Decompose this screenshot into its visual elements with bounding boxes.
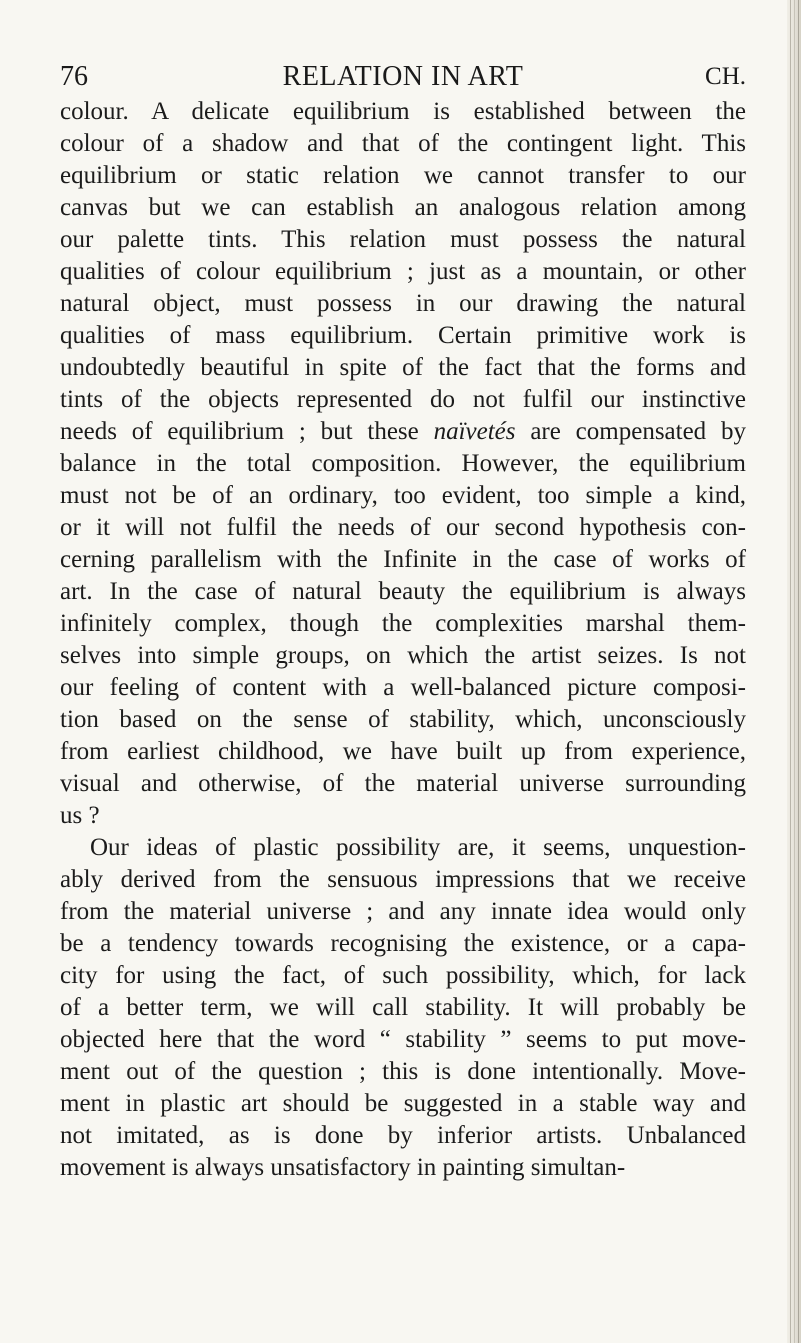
text-line: selves into simple groups, on which the artist seizes. Is not (60, 642, 746, 669)
text-line: tion based on the sense of stability, which, unconsciously (60, 706, 746, 733)
text-line: colour. A delicate equilibrium is established between the (60, 98, 746, 125)
text-line: qualities of mass equilibrium. Certain primitive work is (60, 322, 746, 349)
text-line: from the material universe ; and any innate idea would only (60, 898, 746, 925)
running-head (60, 58, 746, 96)
text-line: from earliest childhood, we have built up from experience, (60, 738, 746, 765)
text-line: or it will not fulfil the needs of our second hypothesis con- (60, 514, 746, 541)
text-line: balance in the total composition. However, the equilibrium (60, 450, 746, 477)
text-line: art. In the case of natural beauty the equilibrium is always (60, 578, 746, 605)
text-line: colour of a shadow and that of the contingent light. This (60, 130, 746, 157)
text-line: natural object, must possess in our drawing the natural (60, 290, 746, 317)
text-line: our feeling of content with a well-balanced picture composi- (60, 674, 746, 701)
chapter-abbreviation: CH. (705, 63, 746, 90)
running-title: RELATION IN ART (282, 61, 524, 92)
text-segment: are compensated by (515, 418, 747, 445)
text-line: Our ideas of plastic possibility are, it seems, unquestion- (90, 834, 746, 861)
text-line: cerning parallelism with the Infinite in the case of works of (60, 546, 746, 573)
text-segment: needs of equilibrium ; but these (60, 418, 434, 445)
page-number: 76 (60, 61, 88, 92)
text-line: ably derived from the sensuous impressions that we receive (60, 866, 746, 893)
text-line: movement is always unsatisfactory in painting simultan- (60, 1154, 626, 1181)
text-line: canvas but we can establish an analogous relation among (60, 194, 746, 221)
text-line: equilibrium or static relation we cannot transfer to our (60, 162, 746, 189)
text-line: ment out of the question ; this is done intentionally. Move- (60, 1058, 746, 1085)
text-line: us ? (60, 802, 100, 829)
text-line: infinitely complex, though the complexities marshal them- (60, 610, 746, 637)
text-line: our palette tints. This relation must possess the natural (60, 226, 746, 253)
text-line: ment in plastic art should be suggested in a stable way and (60, 1090, 746, 1117)
text-line: must not be of an ordinary, too evident, too simple a kind, (60, 482, 746, 509)
body-text (60, 96, 746, 1184)
text-line (60, 416, 746, 448)
text-line: be a tendency towards recognising the existence, or a capa- (60, 930, 746, 957)
text-line: qualities of colour equilibrium ; just as a mountain, or other (60, 258, 746, 285)
text-line: of a better term, we will call stability. It will probably be (60, 994, 746, 1021)
text-line: not imitated, as is done by inferior artists. Unbalanced (60, 1122, 746, 1149)
text-line: objected here that the word “ stability ” seems to put move- (60, 1026, 746, 1053)
text-line: city for using the fact, of such possibility, which, for lack (60, 962, 746, 989)
text-line: visual and otherwise, of the material universe surrounding (60, 770, 746, 797)
text-line: tints of the objects represented do not fulfil our instinctive (60, 386, 746, 413)
italic-term: naïvetés (433, 418, 516, 445)
text-line: undoubtedly beautiful in spite of the fact that the forms and (60, 354, 746, 381)
page-binding-edge (787, 0, 801, 1343)
